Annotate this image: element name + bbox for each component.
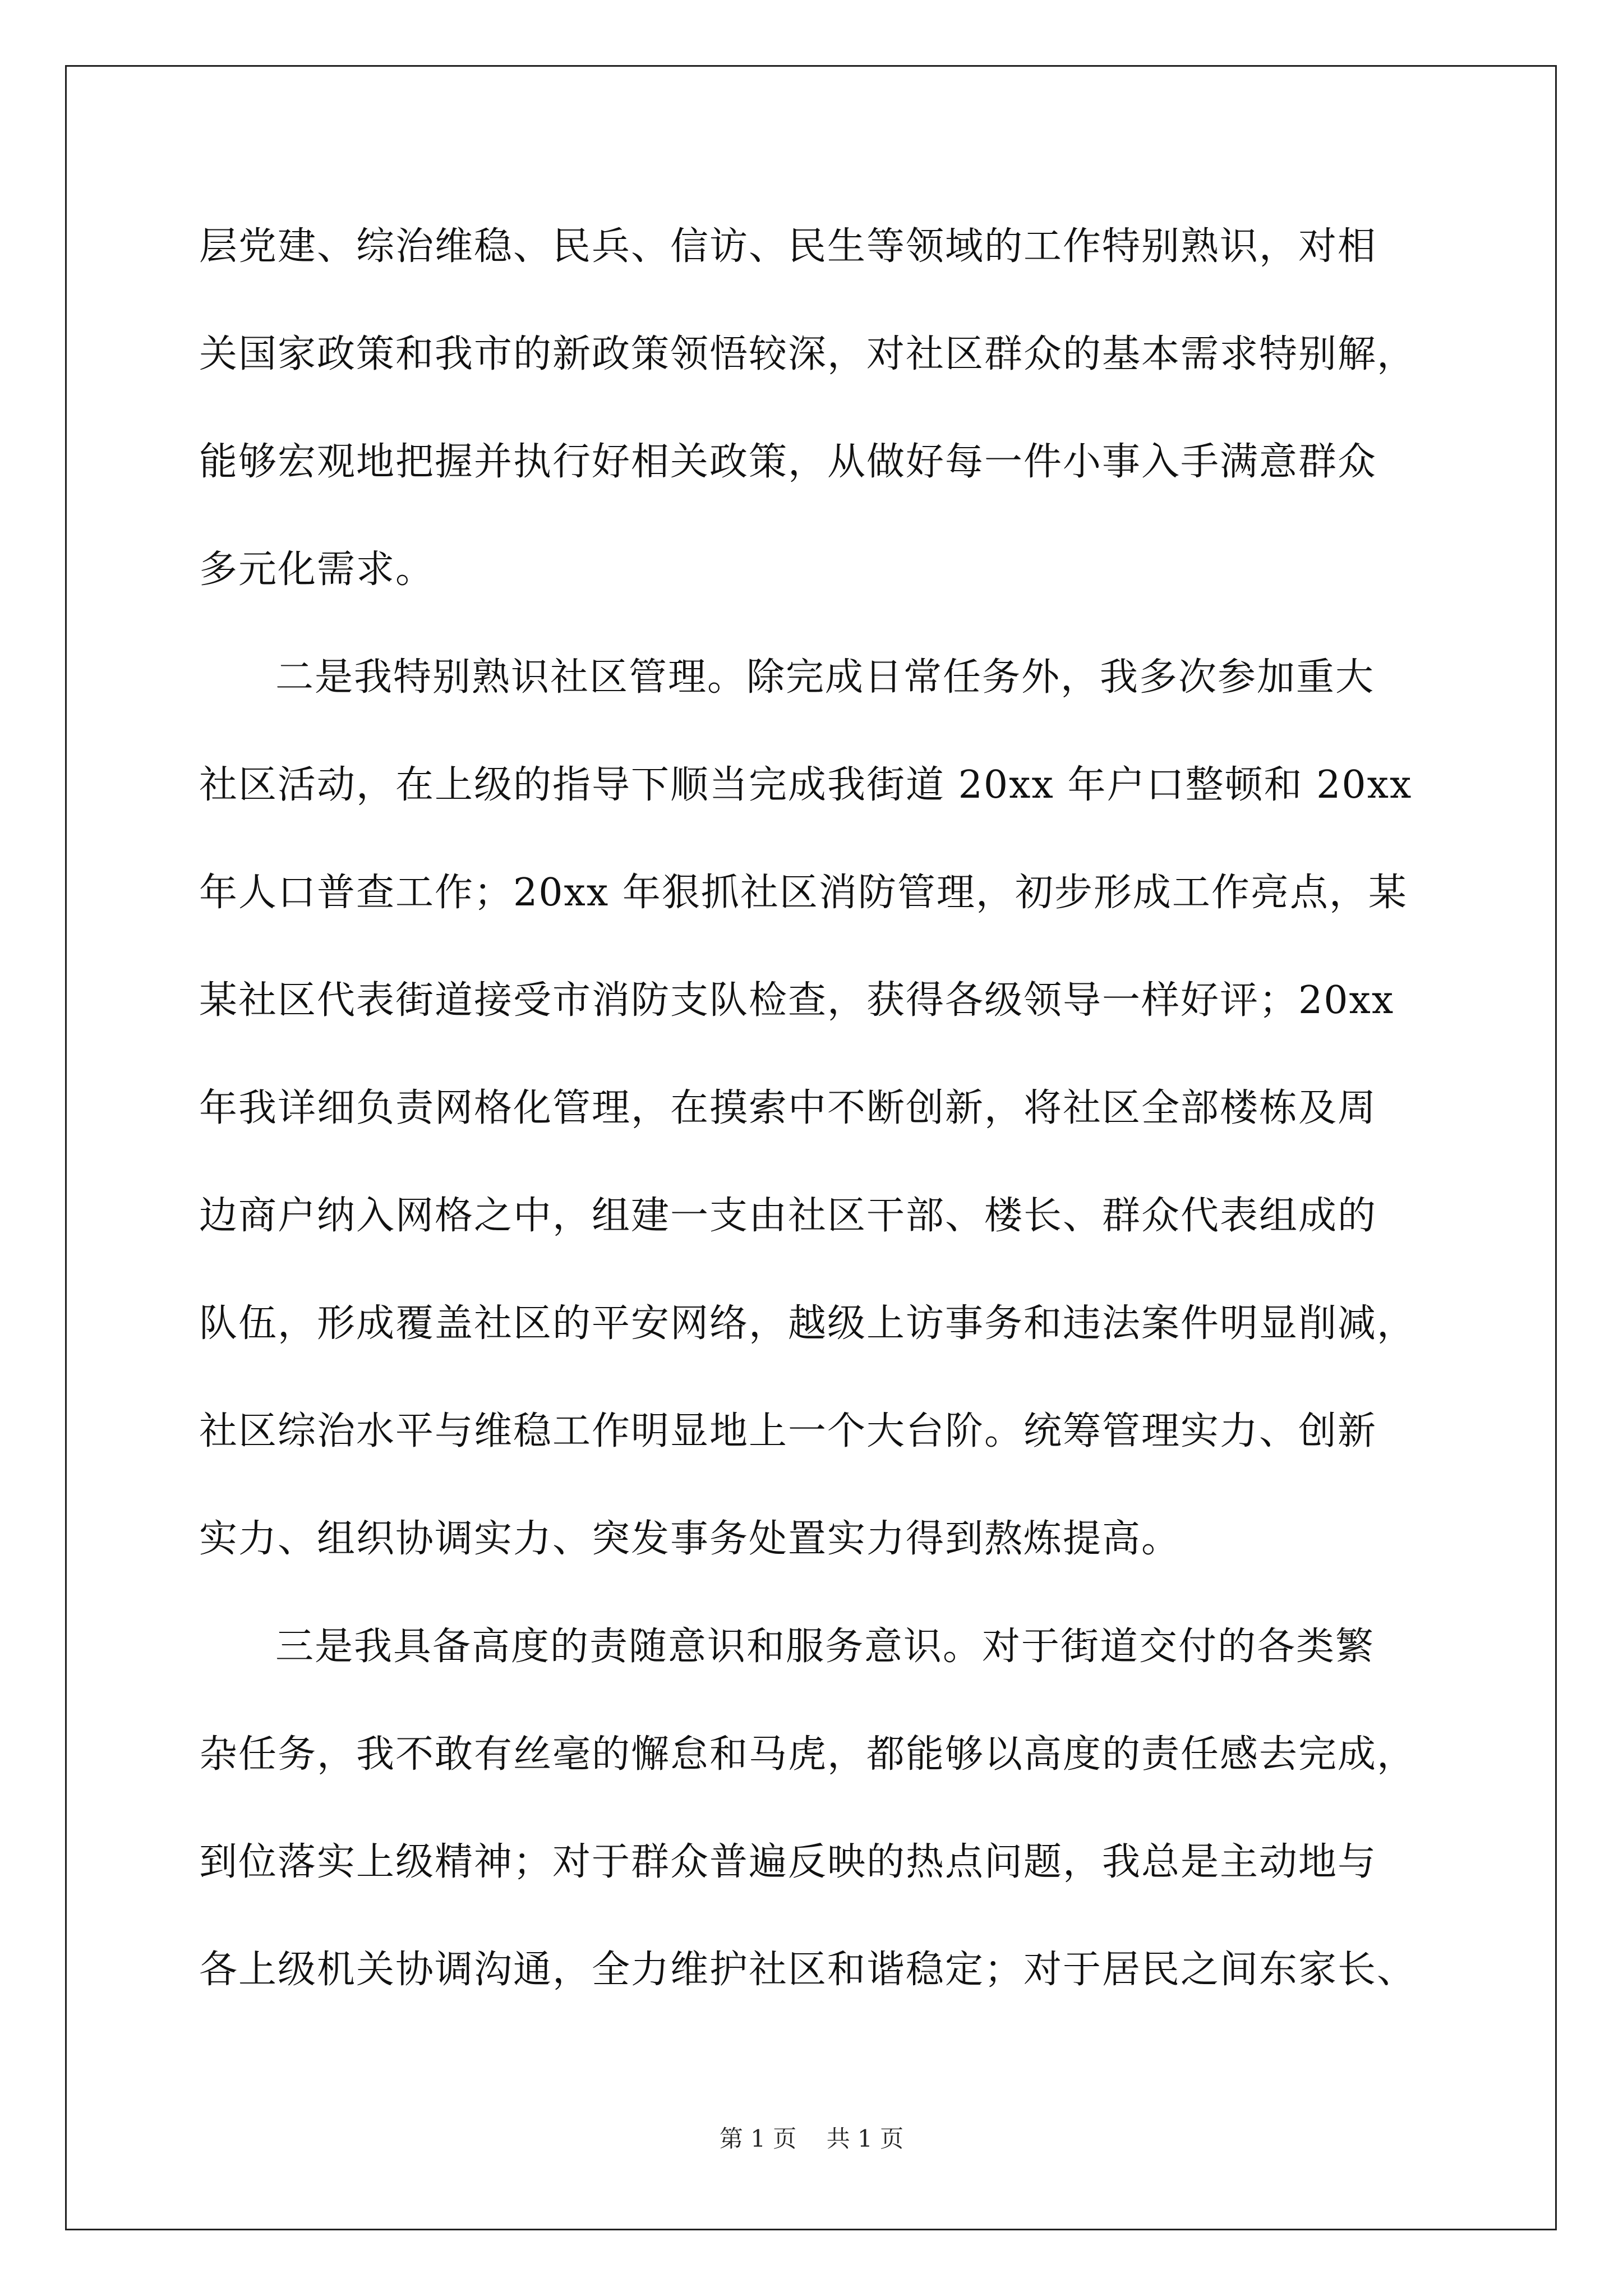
text-line: 层党建、综治维稳、民兵、信访、民生等领域的工作特别熟识，对相 (199, 224, 1377, 269)
text-line: 各上级机关协调沟通，全力维护社区和谐稳定；对于居民之间东家长、 (199, 1948, 1417, 1992)
text-line: 多元化需求。 (199, 547, 435, 592)
text-line: 能够宏观地把握并执行好相关政策，从做好每一件小事入手满意群众 (199, 440, 1377, 484)
text-line: 到位落实上级精神；对于群众普遍反映的热点问题，我总是主动地与 (199, 1840, 1377, 1884)
text-line: 关国家政策和我市的新政策领悟较深，对社区群众的基本需求特别解， (199, 332, 1417, 376)
paragraph-start-line: 三是我具备高度的责随意识和服务意识。对于街道交付的各类繁 (275, 1625, 1375, 1669)
page-number-footer: 第 1 页 共 1 页 (719, 2125, 904, 2152)
text-line: 队伍，形成覆盖社区的平安网络，越级上访事务和违法案件明显削减， (199, 1301, 1417, 1346)
text-line: 社区活动，在上级的指导下顺当完成我街道 20xx 年户口整顿和 20xx (199, 763, 1413, 807)
text-line: 杂任务，我不敢有丝毫的懈怠和马虎，都能够以高度的责任感去完成， (199, 1732, 1417, 1777)
text-line: 实力、组织协调实力、突发事务处置实力得到熬炼提高。 (199, 1517, 1181, 1561)
document-body (199, 216, 1444, 2047)
text-line: 某社区代表街道接受市消防支队检查，获得各级领导一样好评；20xx (199, 978, 1395, 1023)
text-line: 年我详细负责网格化管理，在摸索中不断创新，将社区全部楼栋及周 (199, 1086, 1377, 1130)
paragraph-start-line: 二是我特别熟识社区管理。除完成日常任务外，我多次参加重大 (275, 655, 1375, 700)
text-line: 社区综治水平与维稳工作明显地上一个大台阶。统筹管理实力、创新 (199, 1409, 1377, 1453)
text-line: 边商户纳入网格之中，组建一支由社区干部、楼长、群众代表组成的 (199, 1194, 1377, 1238)
text-line: 年人口普查工作；20xx 年狠抓社区消防管理，初步形成工作亮点，某 (199, 871, 1408, 915)
